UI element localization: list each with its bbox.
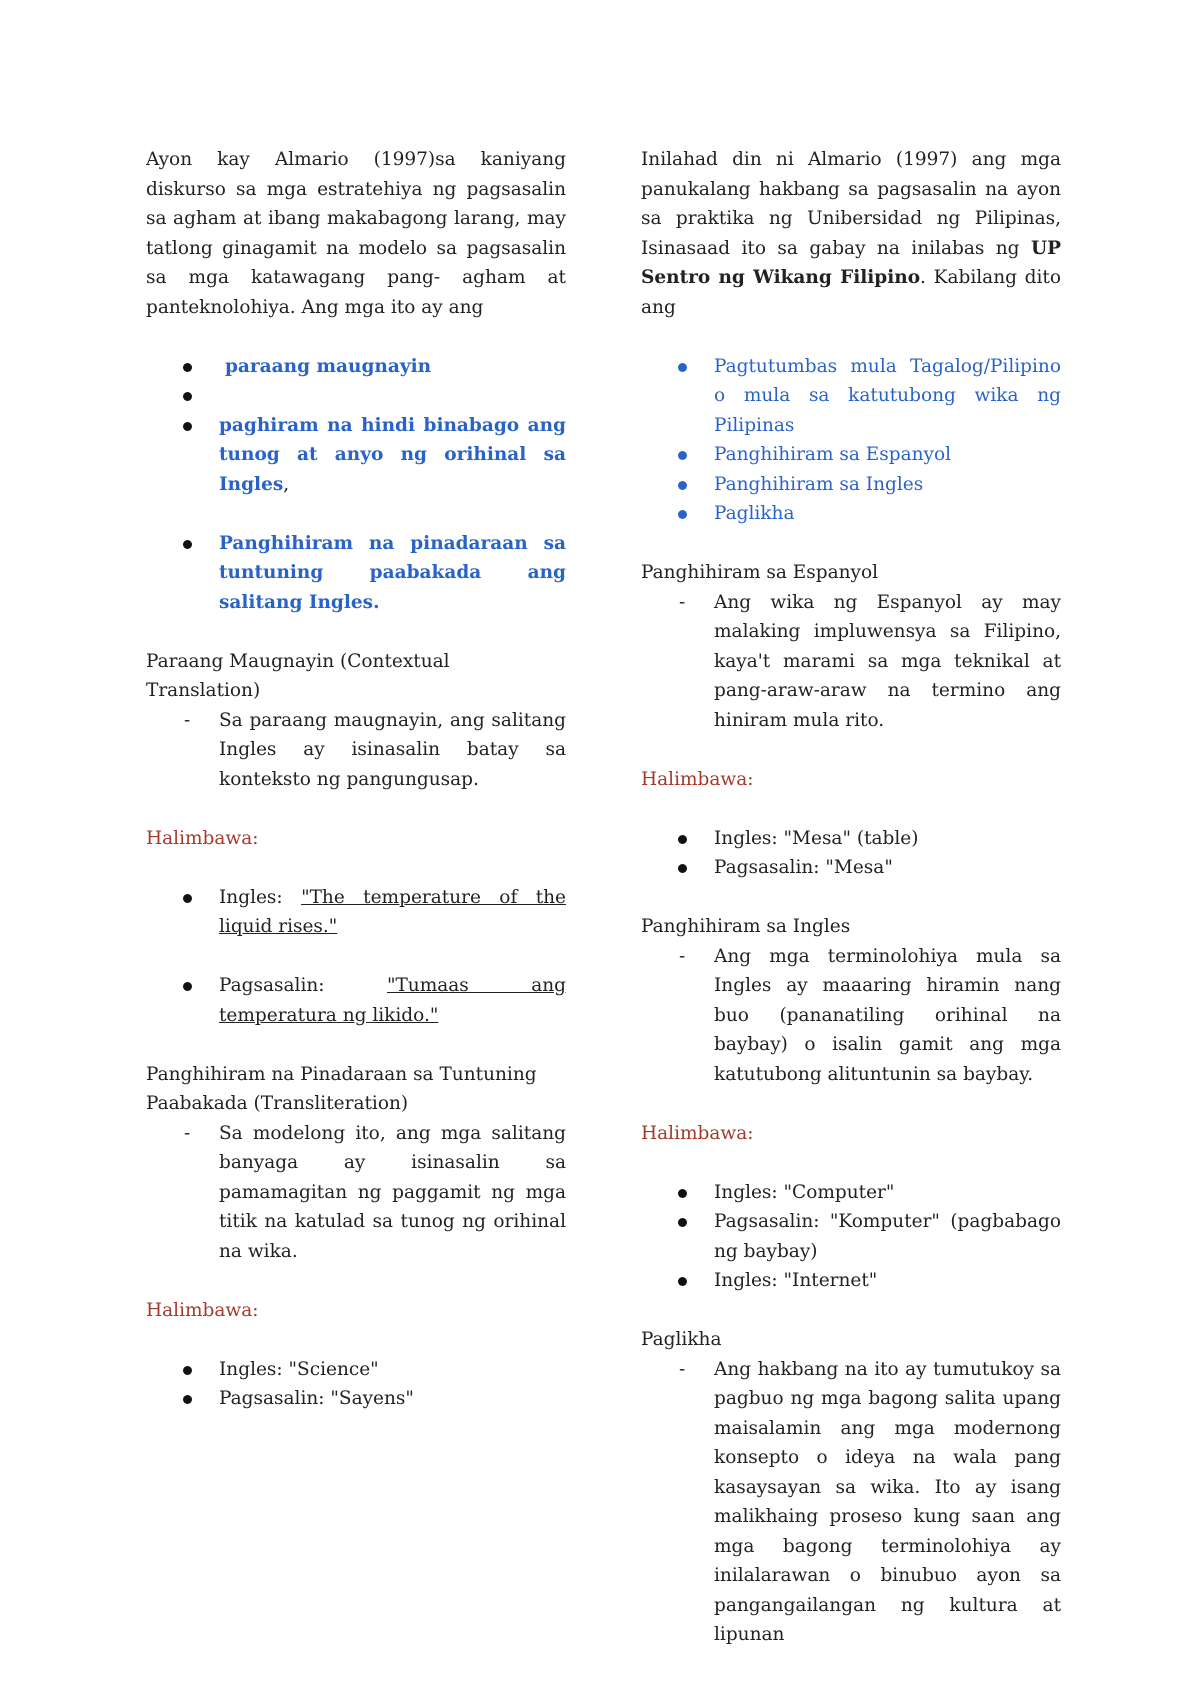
translation-models-list-3 (146, 529, 566, 618)
up-sentro-name: UP Sentro ng Wikang Filipino (641, 237, 1061, 288)
dash-item: - Ang wika ng Espanyol ay may malaking impluwensya sa Filipino, kaya't marami sa mga teknikal at pang-araw-araw na termino ang hiniram mula rito. (641, 588, 1061, 736)
list-item: Ingles: "Internet" (641, 1266, 1061, 1296)
section-heading: Panghihiram sa Espanyol (641, 562, 879, 583)
left-column (146, 145, 566, 1414)
list-item: paraang maugnayin (146, 352, 566, 382)
example-label: Halimbawa: (146, 1299, 259, 1321)
example-list (641, 1178, 1061, 1296)
section-heading: Paglikha (641, 1329, 722, 1350)
section-heading: Paraang Maugnayin (Contextual Translation) (146, 650, 450, 701)
list-item: Pagsasalin: "Mesa" (641, 853, 1061, 883)
list-item: Ingles: "Mesa" (table) (641, 824, 1061, 854)
dash-item: - Ang hakbang na ito ay tumutukoy sa pagbuo ng mga bagong salita upang maisalamin ang mga modernong konsepto o ideya na wala pang kasaysayan sa wika. Ito ay isang malikhaing proseso kung saan ang mga bagong terminolohiya ay inilalarawan o binubuo ayon sa pangangailangan ng kultura at lipunan (641, 1355, 1061, 1650)
section-description-list (641, 942, 1061, 1090)
list-item: Ingles: "The temperature of the liquid rises." (146, 883, 566, 942)
example-label: Halimbawa: (641, 1122, 754, 1144)
list-item: Panghihiram sa Espanyol (641, 440, 1061, 470)
right-intro-paragraph: Inilahad din ni Almario (1997) ang mga panukalang hakbang sa pagsasalin na ayon sa praktika ng Unibersidad ng Pilipinas, Isinasaad ito sa gabay na inilabas ng UP Sentro ng Wikang Filipino. Kabilang dito ang (641, 149, 1061, 318)
right-column (641, 145, 1061, 1650)
list-item: Panghihiram na pinadaraan sa tuntuning paabakada ang salitang Ingles. (146, 529, 566, 618)
list-item: Pagsasalin: "Sayens" (146, 1384, 566, 1414)
example-list (641, 824, 1061, 883)
list-item: paghiram na hindi binabago ang tunog at anyo ng orihinal sa Ingles, (146, 411, 566, 500)
example-label: Halimbawa: (146, 827, 259, 849)
list-spacer (146, 381, 566, 411)
section-heading: Panghihiram sa Ingles (641, 916, 851, 937)
section-description-list (641, 1355, 1061, 1650)
section-description-list (146, 1119, 566, 1267)
example-list (146, 1355, 566, 1414)
list-item: Pagtutumbas mula Tagalog/Pilipino o mula sa katutubong wika ng Pilipinas (641, 352, 1061, 441)
translation-models-list (146, 352, 566, 411)
list-item: Pagsasalin: "Tumaas ang temperatura ng likido." (146, 971, 566, 1030)
list-item: Panghihiram sa Ingles (641, 470, 1061, 500)
example-list-2 (146, 971, 566, 1030)
section-heading: Panghihiram na Pinadaraan sa Tuntuning Paabakada (Transliteration) (146, 1063, 537, 1114)
example-list (146, 883, 566, 942)
section-description-list (146, 706, 566, 795)
list-item: Ingles: "Computer" (641, 1178, 1061, 1208)
list-item: Ingles: "Science" (146, 1355, 566, 1385)
list-item: Paglikha (641, 499, 1061, 529)
translation-steps-list (641, 352, 1061, 529)
translation-models-list-2 (146, 411, 566, 500)
example-label: Halimbawa: (641, 768, 754, 790)
left-intro-paragraph: Ayon kay Almario (1997)sa kaniyang diskurso sa mga estratehiya ng pagsasalin sa agham at ibang makabagong larang, may tatlong ginagamit na modelo sa pagsasalin sa mga katawagang pang- agham at panteknolohiya. Ang mga ito ay ang (146, 149, 566, 318)
dash-item: - Sa modelong ito, ang mga salitang banyaga ay isinasalin sa pamamagitan ng paggamit ng mga titik na katulad sa tunog ng orihinal na wika. (146, 1119, 566, 1267)
section-description-list (641, 588, 1061, 736)
list-item: Pagsasalin: "Komputer" (pagbabago ng baybay) (641, 1207, 1061, 1266)
dash-item: - Sa paraang maugnayin, ang salitang Ingles ay isinasalin batay sa konteksto ng pangungusap. (146, 706, 566, 795)
dash-item: - Ang mga terminolohiya mula sa Ingles ay maaaring hiramin nang buo (pananatiling orihinal na baybay) o isalin gamit ang mga katutubong alituntunin sa baybay. (641, 942, 1061, 1090)
